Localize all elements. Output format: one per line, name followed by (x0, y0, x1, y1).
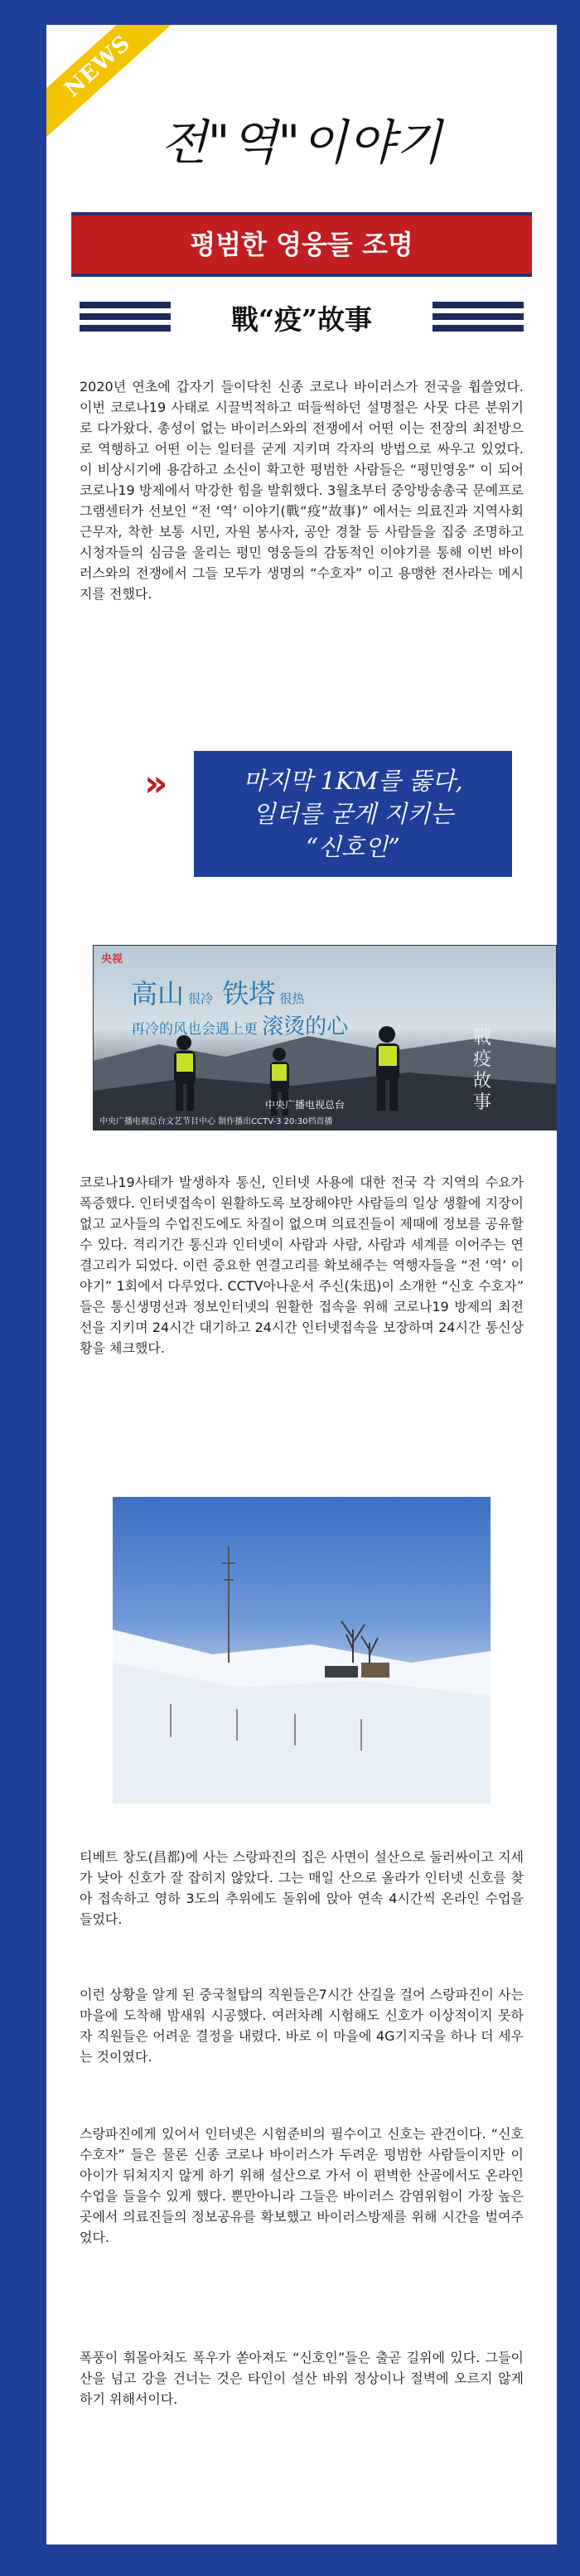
photo-title-small: 很热 (279, 991, 305, 1006)
subhead-line: “신호인” (306, 833, 400, 861)
photo-vertical-title: 戰疫故事 (472, 1028, 491, 1113)
photo-watermark: 中央广播电视总台 (265, 1099, 346, 1111)
headline-text: 평범한 영웅들 조명 (190, 229, 413, 260)
chevron-right-icon: » (144, 763, 160, 805)
intro-paragraph: 2020년 연초에 갑자기 들이닥친 신종 코로나 바이러스가 전국을 휩쓸었다. 이번 코로나19 사태로 시끌벅적하고 떠들썩하던 설명절은 사뭇 다른 분위기로 다가왔다. 총성이 없는 바이러스와의 전쟁에서 어떤 이는 전장의 최전방으로 역행하고 어떤 이는 일터를 굳게 지키며 각자의 방법으로 싸우고 있었다. 이 비상시기에 용감하고 소신이 확고한 평범한 사람들은 “평민영웅” 이 되어 코로나19 방제에서 막강한 힘을 발휘했다. 3월초부터 중앙방송총국 문예프로그램센터가 선보인 “전 ‘역’ 이야기(戰“疫”故事)” 에서는 의료진과 지역사회 근무자, 착한 보통 시민, 자원 봉사자, 공안 경찰 등 사람들을 집중 조명하고 시청자들의 심금을 울리는 평민 영웅들의 감동적인 이야기를 통해 이번 바이러스와의 전쟁에서 그들 모두가 생명의 “수호자” 이고 용맹한 전사라는 메시지를 전했다. (80, 379, 524, 602)
brand-title: 전"역"이야기 (160, 114, 443, 171)
paragraph-2: 티베트 창도(昌都)에 사는 스랑파진의 집은 사면이 설산으로 둘러싸이고 지세가 낮아 신호가 잘 잡히지 않았다. 그는 매일 산으로 올라가 인터넷 신호를 찾아 접속하고 영하 3도의 추위에도 돌위에 앉아 연속 4시간씩 온라인 수업을 들었다. (80, 1849, 524, 1927)
right-stripes (433, 302, 524, 338)
subhead-line: 마지막 1KM를 뚫다, (243, 767, 463, 795)
photo-title-big: 高山 (131, 978, 185, 1010)
section-title: 戰“疫”故事 (231, 303, 372, 336)
photo-subtitle: 再冷的风也会遇上更 (131, 1021, 258, 1038)
subhead-line: 일터를 굳게 지키는 (252, 800, 454, 828)
left-stripes (80, 302, 171, 338)
paragraph-5: 폭풍이 휘몰아쳐도 폭우가 쏟아져도 “신호인”들은 출곧 길위에 있다. 그들이 산을 넘고 강을 건너는 것은 타인이 설산 바위 정상이나 절벽에 오르지 않게 하기 위해서이다. (80, 2350, 524, 2407)
paragraph-4: 스랑파진에게 있어서 인터넷은 시험준비의 필수이고 신호는 관건이다. “신호 수호자” 들은 물론 신종 코로나 바이러스가 두려운 평범한 사람들이지만 이 아이가 뒤쳐지지 않게 하기 위해 설산으로 가서 이 편벽한 산골에서도 온라인 수업을 들을수 있게 했다. 뿐만아니라 그들은 바이러스 감염위험이 가장 높은 곳에서 의료진들의 정보공유를 확보했고 바이러스방제를 위해 시간을 벌여주었다. (80, 2126, 524, 2245)
photo-subtitle-em: 滚烫的心 (262, 1014, 349, 1039)
article-page (46, 25, 557, 2545)
news-ribbon: NEWS (46, 25, 177, 141)
headline-banner (71, 212, 532, 277)
paragraph-1: 코로나19사태가 발생하자 통신, 인터넷 사용에 대한 전국 각 지역의 수요가 폭증했다. 인터넷접속이 원활하도록 보장해야만 사람들의 일상 생활에 지장이 없고 교사들의 수업진도에도 차질이 없으며 의료진들이 제때에 정보를 공유할수 있다. 격리기간 통신과 인터넷이 사람과 사람, 사람과 세계를 이어주는 연결고리가 되었다. 이런 중요한 연결고리를 확보해주는 역행자들을 “전 ‘역’ 이야기” 1회에서 다루었다. CCTV아나운서 주신(朱迅)이 소개한 “신호 수호자” 들은 통신생명선과 정보인터넷의 원활한 접속을 위해 코로나19 방제의 최전선을 지키며 24시간 대기하고 24시간 인터넷접속을 보장하며 24시간 통신상황을 체크했다. (80, 1174, 524, 1356)
photo-title-big: 铁塔 (222, 978, 276, 1010)
tower-workers-photo (93, 945, 557, 1131)
paragraph-3: 이런 상황을 알게 된 중국철탑의 직원들은7시간 산길을 걸어 스랑파진이 사는 마을에 도착해 밤새워 시공했다. 여러차례 시험해도 신호가 이상적이지 못하자 직원들은 어려운 결정을 내렸다. 바로 이 마을에 4G기지국을 하나 더 세우는 것이였다. (80, 1987, 524, 2065)
snow-mountain-photo (113, 1497, 491, 1804)
photo-caption: 中央广播电视总台文艺节目中心 制作播出CCTV-3 20:30档首播 (99, 1117, 333, 1126)
subhead-box (194, 751, 512, 877)
photo-title-small: 很冷 (188, 991, 214, 1006)
photo-logo: 央视 (101, 953, 123, 966)
